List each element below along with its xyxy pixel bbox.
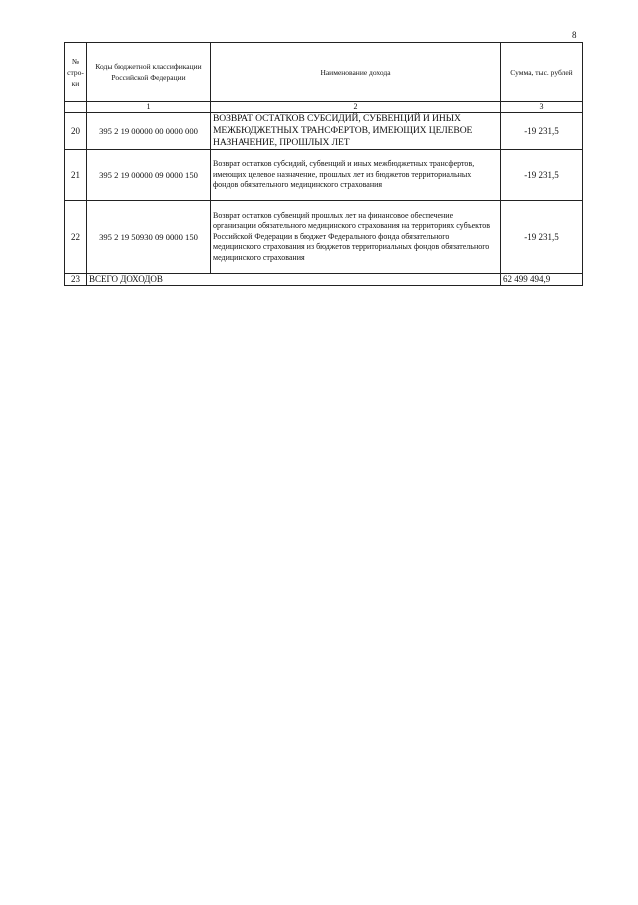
row-revenue-name: Возврат остатков субсидий, субвенций и иных межбюджетных трансфертов, имеющих целевое назначение, прошлых лет из бюджетов территориальных фондов обязательного медицинского страхования — [211, 150, 501, 201]
header-budget-code: Коды бюджетной классификации Российской Федерации — [87, 43, 211, 102]
total-amount: 62 499 494,9 — [501, 274, 583, 286]
header-revenue-name: Наименование дохода — [211, 43, 501, 102]
table-row — [65, 113, 583, 150]
header-row-number: № стро-ки — [65, 43, 87, 102]
row-budget-code: 395 2 19 50930 09 0000 150 — [87, 201, 211, 274]
table-row — [65, 201, 583, 274]
total-row-number: 23 — [65, 274, 87, 286]
row-number: 22 — [65, 201, 87, 274]
row-amount: -19 231,5 — [501, 113, 583, 150]
header-amount: Сумма, тыс. рублей — [501, 43, 583, 102]
column-number-2: 2 — [211, 102, 501, 113]
row-revenue-name: ВОЗВРАТ ОСТАТКОВ СУБСИДИЙ, СУБВЕНЦИЙ И ИНЫХ МЕЖБЮДЖЕТНЫХ ТРАНСФЕРТОВ, ИМЕЮЩИХ ЦЕЛЕВОЕ НАЗНАЧЕНИЕ, ПРОШЛЫХ ЛЕТ — [211, 113, 501, 150]
column-number-3: 3 — [501, 102, 583, 113]
row-budget-code: 395 2 19 00000 00 0000 000 — [87, 113, 211, 150]
total-label: ВСЕГО ДОХОДОВ — [87, 274, 501, 286]
table-row — [65, 150, 583, 201]
row-budget-code: 395 2 19 00000 09 0000 150 — [87, 150, 211, 201]
table-header-row — [65, 43, 583, 102]
row-amount: -19 231,5 — [501, 201, 583, 274]
column-number-row — [65, 102, 583, 113]
column-number-empty — [65, 102, 87, 113]
column-number-1: 1 — [87, 102, 211, 113]
row-number: 20 — [65, 113, 87, 150]
page-number: 8 — [572, 30, 577, 40]
revenue-table — [64, 42, 583, 286]
row-number: 21 — [65, 150, 87, 201]
total-row — [65, 274, 583, 286]
row-revenue-name: Возврат остатков субвенций прошлых лет на финансовое обеспечение организации обязательного медицинского страхования на территориях субъектов Российской Федерации в бюджет Федерального фонда обязательного медицинского страхования из бюджетов территориальных фондов обязательного медицинского страхования — [211, 201, 501, 274]
row-amount: -19 231,5 — [501, 150, 583, 201]
